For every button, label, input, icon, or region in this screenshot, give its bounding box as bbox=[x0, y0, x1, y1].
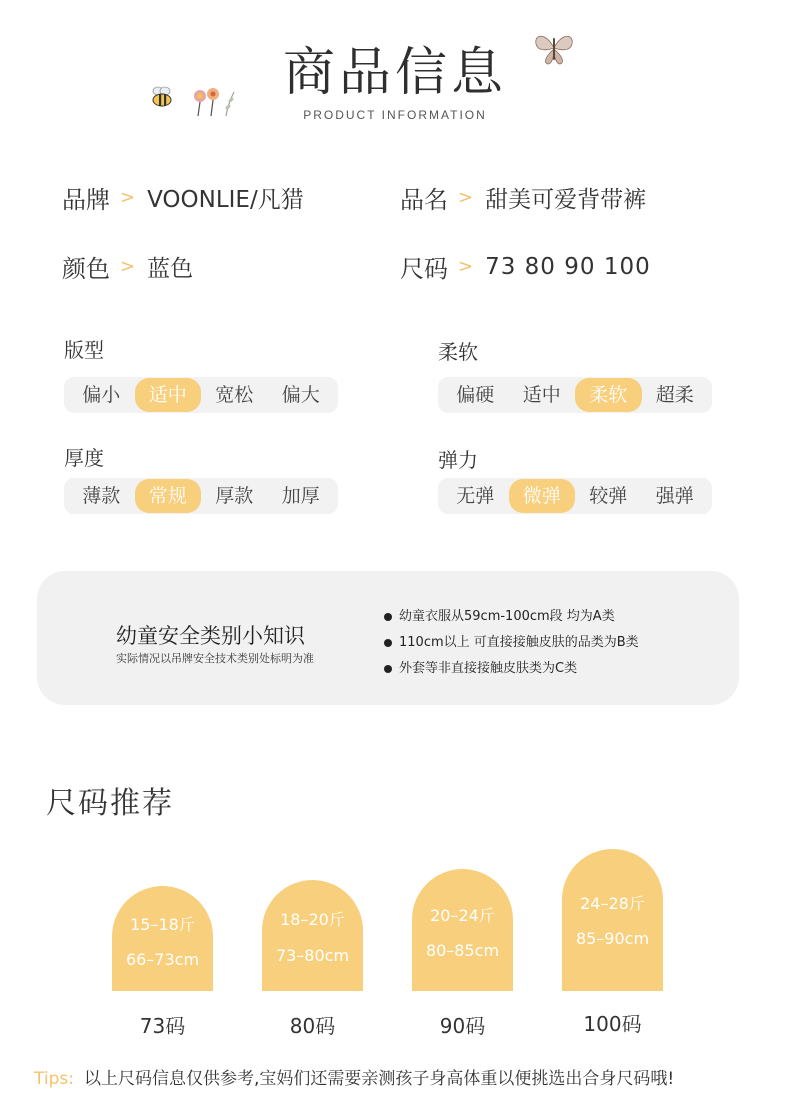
size-card-100 bbox=[562, 849, 663, 991]
chevron-right-icon: > bbox=[458, 256, 474, 277]
size-card-73 bbox=[112, 886, 213, 991]
safety-point bbox=[384, 604, 639, 630]
fit-title: 版型 bbox=[64, 338, 104, 362]
fit-selector bbox=[64, 377, 338, 413]
size-value: 73 80 90 100 bbox=[485, 253, 651, 280]
size-weight: 24–28斤 bbox=[580, 894, 645, 913]
safety-points bbox=[384, 604, 639, 682]
info-brand bbox=[62, 180, 304, 215]
fit-option[interactable]: 偏小 bbox=[82, 384, 121, 406]
thickness-title: 厚度 bbox=[64, 446, 104, 470]
softness-option[interactable]: 适中 bbox=[522, 384, 561, 406]
safety-subtitle: 实际情况以吊牌安全技术类别处标明为准 bbox=[116, 652, 314, 665]
name-value: 甜美可爱背带裤 bbox=[485, 187, 647, 213]
elasticity-title: 弹力 bbox=[438, 448, 478, 472]
color-label: 颜色 bbox=[62, 255, 110, 283]
elasticity-option[interactable]: 较弹 bbox=[589, 485, 628, 507]
info-name bbox=[400, 180, 646, 215]
elasticity-option-selected[interactable]: 微弹 bbox=[509, 479, 576, 513]
safety-point bbox=[384, 656, 639, 682]
chevron-right-icon: > bbox=[120, 256, 136, 277]
size-height: 73–80cm bbox=[275, 946, 350, 965]
size-weight: 15–18斤 bbox=[130, 915, 195, 934]
tips-note bbox=[34, 1064, 674, 1089]
chevron-right-icon: > bbox=[458, 187, 474, 208]
page-title: 商品信息 bbox=[282, 43, 507, 103]
softness-title: 柔软 bbox=[438, 340, 478, 364]
thickness-option-selected[interactable]: 常规 bbox=[135, 479, 202, 513]
size-height: 80–85cm bbox=[425, 941, 500, 960]
bullet-icon bbox=[384, 639, 392, 647]
size-card-label: 80码 bbox=[289, 1014, 336, 1038]
size-card-label: 100码 bbox=[583, 1012, 642, 1036]
elasticity-option[interactable]: 无弹 bbox=[456, 485, 495, 507]
size-weight: 20–24斤 bbox=[430, 906, 495, 925]
color-value: 蓝色 bbox=[147, 256, 194, 282]
size-height: 85–90cm bbox=[575, 929, 650, 948]
size-recommend-title: 尺码推荐 bbox=[46, 786, 174, 821]
page-subtitle: PRODUCT INFORMATION bbox=[303, 108, 487, 122]
brand-value: VOONLIE/凡猎 bbox=[147, 187, 304, 213]
thickness-option[interactable]: 厚款 bbox=[215, 485, 254, 507]
softness-option-selected[interactable]: 柔软 bbox=[575, 378, 642, 412]
info-color bbox=[62, 249, 193, 284]
size-card-label: 90码 bbox=[439, 1014, 486, 1038]
safety-point-text: 110cm以上 可直接接触皮肤的品类为B类 bbox=[399, 635, 639, 650]
size-card-80 bbox=[262, 880, 363, 991]
softness-selector bbox=[438, 377, 712, 413]
fit-option-selected[interactable]: 适中 bbox=[135, 378, 202, 412]
chevron-right-icon: > bbox=[120, 187, 136, 208]
fit-option[interactable]: 偏大 bbox=[281, 384, 320, 406]
thickness-selector bbox=[64, 478, 338, 514]
bullet-icon bbox=[384, 665, 392, 673]
size-weight: 18–20斤 bbox=[280, 910, 345, 929]
safety-point bbox=[384, 630, 639, 656]
bullet-icon bbox=[384, 613, 392, 621]
softness-option[interactable]: 偏硬 bbox=[456, 384, 495, 406]
safety-title: 幼童安全类别小知识 bbox=[116, 624, 305, 648]
butterfly-icon bbox=[532, 28, 576, 68]
thickness-option[interactable]: 薄款 bbox=[82, 485, 121, 507]
size-card-label: 73码 bbox=[139, 1014, 186, 1038]
size-card-90 bbox=[412, 869, 513, 991]
safety-point-text: 外套等非直接接触皮肤类为C类 bbox=[399, 661, 578, 676]
flower-icon bbox=[188, 86, 242, 118]
safety-point-text: 幼童衣服从59cm-100cm段 均为A类 bbox=[399, 609, 615, 624]
bee-icon bbox=[150, 86, 176, 108]
size-height: 66–73cm bbox=[125, 950, 200, 969]
tips-text: 以上尺码信息仅供参考,宝妈们还需要亲测孩子身高体重以便挑选出合身尺码哦! bbox=[83, 1069, 675, 1089]
size-label: 尺码 bbox=[400, 255, 448, 283]
info-size bbox=[400, 249, 651, 284]
fit-option[interactable]: 宽松 bbox=[215, 384, 254, 406]
tips-key: Tips: bbox=[34, 1069, 74, 1089]
elasticity-option[interactable]: 强弹 bbox=[655, 485, 694, 507]
name-label: 品名 bbox=[400, 186, 448, 214]
thickness-option[interactable]: 加厚 bbox=[281, 485, 320, 507]
elasticity-selector bbox=[438, 478, 712, 514]
softness-option[interactable]: 超柔 bbox=[655, 384, 694, 406]
brand-label: 品牌 bbox=[62, 186, 110, 214]
